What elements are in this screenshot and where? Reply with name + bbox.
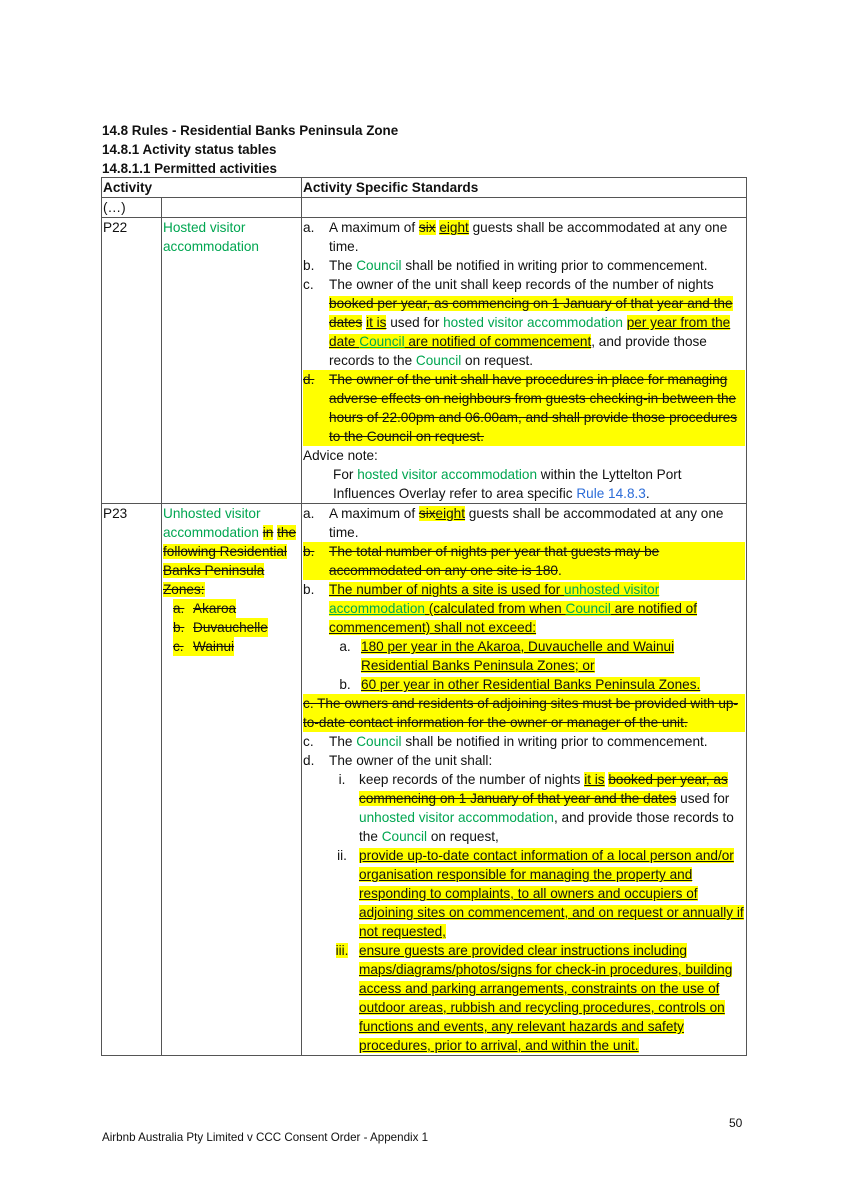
- list-marker: d.: [303, 372, 315, 387]
- inserted-text: per year from the date: [329, 315, 731, 349]
- inserted-text: The number of nights a site is used for: [329, 582, 565, 597]
- standard-a: [303, 218, 745, 256]
- deleted-text: The total number of nights per year that guests may be accommodated on any one site is 180: [329, 544, 660, 578]
- sub-item-iii: [303, 941, 745, 1055]
- list-marker: b.: [339, 677, 351, 692]
- text: , and provide those records to the: [329, 334, 707, 368]
- text: For: [333, 467, 358, 482]
- zone-item: [163, 637, 300, 656]
- text: guests shall be accommodated at any one time.: [329, 506, 724, 540]
- defined-term-uva[interactable]: unhosted visitor accommodation: [329, 582, 660, 616]
- table-header-row: [102, 178, 747, 198]
- col-header-activity: Activity: [102, 178, 302, 198]
- empty-cell: [162, 198, 302, 218]
- standard-c: [303, 275, 745, 370]
- sub-item: [303, 675, 745, 694]
- inserted-text: eight: [435, 506, 466, 521]
- inserted-text: it is: [584, 772, 605, 787]
- deleted-text: the following Residential Banks Peninsula Zones:: [163, 525, 297, 597]
- defined-term-council[interactable]: Council: [381, 829, 428, 844]
- heading-activity-status: 14.8.1 Activity status tables: [102, 142, 277, 157]
- list-marker: b.: [303, 258, 315, 273]
- standard-b: [303, 256, 745, 275]
- zone-name: Akaroa: [193, 601, 237, 616]
- text: shall be notified in writing prior to commencement.: [401, 734, 708, 749]
- inserted-text: (calculated from when: [424, 601, 566, 616]
- text: The owner of the unit shall keep records of the number of nights: [329, 277, 714, 292]
- permitted-activities-table: [101, 177, 747, 1056]
- text: The: [329, 734, 357, 749]
- inserted-text: ensure guests are provided clear instructions including maps/diagrams/photos/signs for check-in procedures, building access and parking arrangements, constraints on the use of outdoor areas, rubbish and recycling procedures, controls on functions and events, any relevant hazards and safety procedures, prior to arrival, and within the unit.: [359, 943, 733, 1053]
- inserted-text: it is: [366, 315, 387, 330]
- sub-item-ii: [303, 846, 745, 941]
- sub-item: [303, 637, 745, 675]
- text: A maximum of: [329, 506, 419, 521]
- standards-cell: [302, 504, 747, 1056]
- inserted-text: 60 per year in other Residential Banks Peninsula Zones.: [361, 677, 701, 692]
- text: .: [558, 563, 562, 578]
- inserted-text: eight: [439, 220, 469, 235]
- list-marker: a.: [303, 220, 315, 235]
- text: The owner of the unit shall:: [329, 753, 493, 768]
- deleted-text: The owner of the unit shall have procedures in place for managing adverse effects on neighbours from guests checking-in between the hours of 22.00pm and 06.00am, and shall provide those procedures to the Council on request.: [329, 372, 738, 444]
- standard-b-deleted: [303, 542, 745, 580]
- zone-item: [163, 618, 300, 637]
- deleted-text: six: [418, 220, 436, 235]
- list-marker: a.: [173, 599, 193, 618]
- list-marker: iii.: [335, 943, 349, 958]
- text: on request,: [427, 829, 499, 844]
- deleted-text: booked per year, as commencing on 1 January of that year and the dates: [359, 772, 728, 806]
- standard-d: [303, 751, 745, 770]
- list-marker: c.: [303, 734, 314, 749]
- advice-note-label: Advice note:: [303, 448, 378, 463]
- activity-name-cell: [162, 504, 302, 1056]
- list-marker: ii.: [337, 848, 347, 863]
- empty-cell: [302, 198, 747, 218]
- deleted-text: six: [418, 506, 436, 521]
- list-marker: c.: [303, 277, 314, 292]
- list-marker: b.: [303, 582, 315, 597]
- inserted-text: are notified of commencement) shall not exceed:: [329, 601, 698, 635]
- defined-term-council[interactable]: Council: [565, 601, 611, 616]
- sub-item-i: [303, 770, 745, 846]
- list-marker: d.: [303, 753, 315, 768]
- inserted-text: provide up-to-date contact information of a local person and/or organisation responsible for managing the property and responding to complaints, to all owners and occupiers of adjoining sites on commencement, and on request or annually if not requested,: [359, 848, 744, 939]
- text: A maximum of: [329, 220, 419, 235]
- list-marker: a.: [339, 639, 351, 654]
- standard-a: [303, 504, 745, 542]
- text: used for: [676, 791, 730, 806]
- zone-name: Duvauchelle: [193, 620, 268, 635]
- rule-link[interactable]: Rule 14.8.3: [576, 486, 646, 501]
- list-marker: a.: [303, 506, 315, 521]
- defined-term-council[interactable]: Council: [356, 734, 402, 749]
- ellipsis-cell: (…): [102, 198, 162, 218]
- text: keep records of the number of nights: [359, 772, 585, 787]
- table-row-ellipsis: [102, 198, 747, 218]
- list-marker: b.: [173, 618, 193, 637]
- standards-cell: [302, 218, 747, 504]
- list-marker: b.: [303, 544, 315, 559]
- standard-b-new: [303, 580, 745, 637]
- heading-permitted: 14.8.1.1 Permitted activities: [102, 161, 277, 176]
- activity-code: P22: [102, 218, 162, 504]
- activity-name: Hosted visitor accommodation: [162, 218, 302, 504]
- zone-name: Wainui: [193, 639, 235, 654]
- standard-c-deleted: c. The owners and residents of adjoining sites must be provided with up-to-date contact information for the owner or manager of the unit.: [303, 694, 745, 732]
- text: , and provide those records to the: [359, 810, 734, 844]
- defined-term-council[interactable]: Council: [356, 258, 402, 273]
- activity-code: P23: [102, 504, 162, 1056]
- deleted-text: booked per year, as commencing on 1 January of that year and the dates: [329, 296, 733, 330]
- text: The: [329, 258, 357, 273]
- text: shall be notified in writing prior to commencement.: [401, 258, 708, 273]
- defined-term-council[interactable]: Council: [359, 334, 405, 349]
- activity-name: Unhosted visitor accommodation: [163, 506, 261, 540]
- advice-note-text: [303, 465, 745, 503]
- inserted-text: are notified of commencement: [404, 334, 592, 349]
- table-row-p22: [102, 218, 747, 504]
- standard-d-deleted: [303, 370, 745, 446]
- standard-c: [303, 732, 745, 751]
- page-number: 50: [729, 1116, 743, 1130]
- list-marker: c.: [173, 637, 193, 656]
- defined-term-hva[interactable]: hosted visitor accommodation: [357, 467, 538, 482]
- deleted-text: in: [262, 525, 274, 540]
- text: guests shall be accommodated at any one time.: [329, 220, 728, 254]
- heading-rules: 14.8 Rules - Residential Banks Peninsula Zone: [102, 123, 399, 138]
- zone-item: [163, 599, 300, 618]
- defined-term-hva[interactable]: hosted visitor accommodation: [443, 315, 623, 330]
- col-header-standards: Activity Specific Standards: [302, 178, 747, 198]
- text: used for: [386, 315, 444, 330]
- text: .: [645, 486, 650, 501]
- table-row-p23: [102, 504, 747, 1056]
- inserted-text: 180 per year in the Akaroa, Duvauchelle and Wainui Residential Banks Peninsula Zones; or: [361, 639, 675, 673]
- footer-text: Airbnb Australia Pty Limited v CCC Consent Order - Appendix 1: [102, 1131, 429, 1144]
- defined-term-council[interactable]: Council: [415, 353, 462, 368]
- list-marker: i.: [338, 772, 346, 787]
- defined-term-uva[interactable]: unhosted visitor accommodation: [359, 810, 554, 825]
- text: within the Lyttelton Port Influences Overlay refer to area specific: [333, 467, 682, 501]
- text: on request.: [461, 353, 534, 368]
